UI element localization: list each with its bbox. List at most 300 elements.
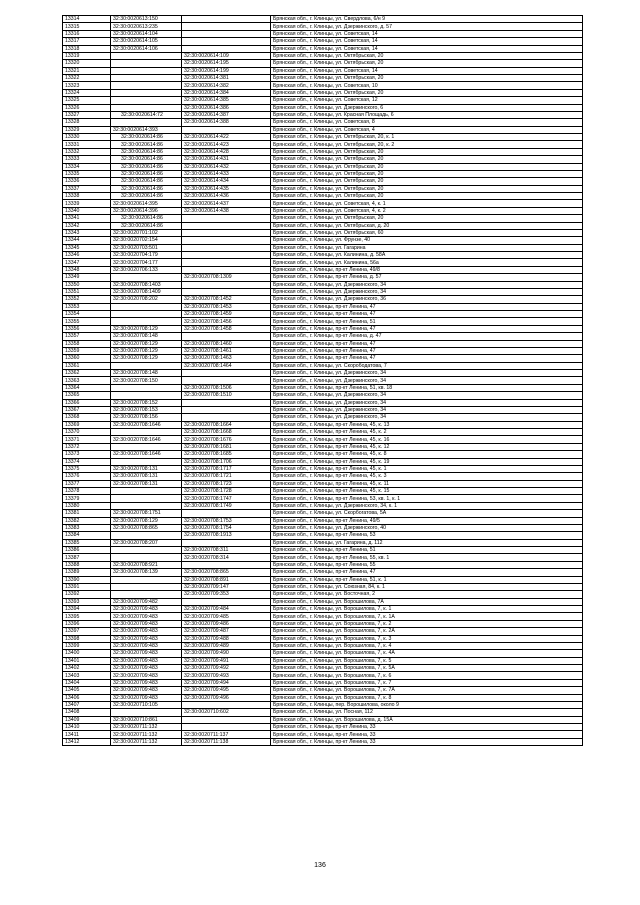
row-number-cell: 13373 bbox=[63, 451, 111, 458]
row-number-cell: 13356 bbox=[63, 325, 111, 332]
parcel-number-cell bbox=[111, 52, 182, 59]
table-row bbox=[63, 532, 583, 539]
row-number-cell: 13402 bbox=[63, 665, 111, 672]
row-number-cell: 13400 bbox=[63, 650, 111, 657]
row-number-cell: 13353 bbox=[63, 303, 111, 310]
address-cell: Брянская обл., г. Клинцы, ул. Октябрьская, 20 bbox=[271, 193, 583, 200]
parcel-number-cell: 32:30:0020708:129 bbox=[111, 340, 182, 347]
address-cell: Брянская обл., г. Клинцы, ул. Дзержинского, д. 57 bbox=[271, 23, 583, 30]
row-number-cell: 13389 bbox=[63, 569, 111, 576]
row-number-cell: 13351 bbox=[63, 288, 111, 295]
registry-table bbox=[62, 15, 583, 746]
address-cell: Брянская обл., г. Клинцы, ул. Ворошилова, 7, к. 7 bbox=[271, 679, 583, 686]
object-number-cell: 32:30:0020614:434 bbox=[182, 178, 271, 185]
object-number-cell: 32:30:0020708:891 bbox=[182, 576, 271, 583]
row-number-cell: 13359 bbox=[63, 347, 111, 354]
row-number-cell: 13349 bbox=[63, 274, 111, 281]
parcel-number-cell: 32:30:0020708:129 bbox=[111, 355, 182, 362]
parcel-number-cell: 32:30:0020614:86 bbox=[111, 163, 182, 170]
table-row bbox=[63, 244, 583, 251]
address-cell: Брянская обл., г. Клинцы, ул. Советская, 14 bbox=[271, 38, 583, 45]
address-cell: Брянская обл., г. Клинцы, пр-кт Ленина, 53, кв. 1, к. 1 bbox=[271, 495, 583, 502]
address-cell: Брянская обл., г. Клинцы, ул. Октябрьская, 20, к. 1 bbox=[271, 134, 583, 141]
table-row bbox=[63, 52, 583, 59]
row-number-cell: 13392 bbox=[63, 591, 111, 598]
parcel-number-cell: 32:30:0020708:150 bbox=[111, 377, 182, 384]
table-row bbox=[63, 539, 583, 546]
row-number-cell: 13378 bbox=[63, 488, 111, 495]
table-row bbox=[63, 148, 583, 155]
table-row bbox=[63, 598, 583, 605]
object-number-cell bbox=[182, 333, 271, 340]
parcel-number-cell: 32:30:0020708:153 bbox=[111, 406, 182, 413]
parcel-number-cell: 32:30:0020703:501 bbox=[111, 244, 182, 251]
parcel-number-cell: 32:30:0020614:104 bbox=[111, 30, 182, 37]
address-cell: Брянская обл., г. Клинцы, ул. Ворошилова, д. 15А bbox=[271, 716, 583, 723]
object-number-cell: 32:30:0020708:1685 bbox=[182, 451, 271, 458]
address-cell: Брянская обл., г. Клинцы, ул. Дзержинского, 34 bbox=[271, 281, 583, 288]
table-row bbox=[63, 362, 583, 369]
table-row bbox=[63, 23, 583, 30]
address-cell: Брянская обл., г. Клинцы, пр-кт Ленина, 45, к. 19 bbox=[271, 458, 583, 465]
table-row bbox=[63, 569, 583, 576]
parcel-number-cell: 32:30:0020711:132 bbox=[111, 724, 182, 731]
parcel-number-cell: 32:30:0020708:139 bbox=[111, 569, 182, 576]
address-cell: Брянская обл., г. Клинцы, ул. Ворошилова, 7А bbox=[271, 598, 583, 605]
table-row bbox=[63, 731, 583, 738]
object-number-cell: 32:30:0020614:387 bbox=[182, 111, 271, 118]
parcel-number-cell: 32:30:0020708:1646 bbox=[111, 436, 182, 443]
address-cell: Брянская обл., г. Клинцы, ул. Свердлова, 6/н 9 bbox=[271, 16, 583, 23]
object-number-cell: 32:30:0020708:1510 bbox=[182, 392, 271, 399]
row-number-cell: 13381 bbox=[63, 510, 111, 517]
table-row bbox=[63, 547, 583, 554]
parcel-number-cell: 32:30:0020613:150 bbox=[111, 16, 182, 23]
row-number-cell: 13337 bbox=[63, 185, 111, 192]
address-cell: Брянская обл., г. Клинцы, ул. Ворошилова, 7, к. 4 bbox=[271, 642, 583, 649]
address-cell: Брянская обл., г. Клинцы, ул. Ворошилова, 7, к. 2 bbox=[271, 620, 583, 627]
row-number-cell: 13317 bbox=[63, 38, 111, 45]
address-cell: Брянская обл., г. Клинцы, ул. Советская, 4, к. 2 bbox=[271, 207, 583, 214]
table-row bbox=[63, 421, 583, 428]
row-number-cell: 13396 bbox=[63, 620, 111, 627]
row-number-cell: 13329 bbox=[63, 126, 111, 133]
address-cell: Брянская обл., г. Клинцы, пр-кт Ленина, 33 bbox=[271, 731, 583, 738]
table-row bbox=[63, 384, 583, 391]
parcel-number-cell bbox=[111, 119, 182, 126]
row-number-cell: 13399 bbox=[63, 642, 111, 649]
table-row bbox=[63, 229, 583, 236]
row-number-cell: 13407 bbox=[63, 701, 111, 708]
row-number-cell: 13342 bbox=[63, 222, 111, 229]
table-row bbox=[63, 185, 583, 192]
row-number-cell: 13345 bbox=[63, 244, 111, 251]
row-number-cell: 13401 bbox=[63, 657, 111, 664]
table-row bbox=[63, 738, 583, 745]
address-cell: Брянская обл., г. Клинцы, ул. Октябрьская, 20 bbox=[271, 148, 583, 155]
address-cell: Брянская обл., г. Клинцы, пр-кт Ленина, 47 bbox=[271, 569, 583, 576]
object-number-cell: 32:30:0020708:1717 bbox=[182, 465, 271, 472]
row-number-cell: 13372 bbox=[63, 443, 111, 450]
row-number-cell: 13404 bbox=[63, 679, 111, 686]
table-row bbox=[63, 642, 583, 649]
object-number-cell: 32:30:0020614:428 bbox=[182, 148, 271, 155]
table-row bbox=[63, 495, 583, 502]
address-cell: Брянская обл., г. Клинцы, ул. Дзержинского, 34 bbox=[271, 406, 583, 413]
row-number-cell: 13321 bbox=[63, 67, 111, 74]
parcel-number-cell: 32:30:0020701:102 bbox=[111, 229, 182, 236]
address-cell: Брянская обл., г. Клинцы, ул. Фрунзе, 40 bbox=[271, 237, 583, 244]
row-number-cell: 13363 bbox=[63, 377, 111, 384]
table-row bbox=[63, 465, 583, 472]
object-number-cell: 32:30:0020614:435 bbox=[182, 185, 271, 192]
parcel-number-cell: 32:30:0020708:152 bbox=[111, 399, 182, 406]
table-row bbox=[63, 134, 583, 141]
address-cell: Брянская обл., г. Клинцы, ул. Октябрьская, 20 bbox=[271, 60, 583, 67]
table-row bbox=[63, 399, 583, 406]
row-number-cell: 13335 bbox=[63, 170, 111, 177]
parcel-number-cell: 32:30:0020708:148 bbox=[111, 370, 182, 377]
row-number-cell: 13346 bbox=[63, 252, 111, 259]
parcel-number-cell: 32:30:0020614:86 bbox=[111, 148, 182, 155]
row-number-cell: 13319 bbox=[63, 52, 111, 59]
parcel-number-cell: 32:30:0020706:133 bbox=[111, 266, 182, 273]
address-cell: Брянская обл., г. Клинцы, пр-кт Ленина, 47 bbox=[271, 340, 583, 347]
address-cell: Брянская обл., г. Клинцы, ул. Скорбогатова, 5А bbox=[271, 510, 583, 517]
parcel-number-cell: 32:30:0020614:396 bbox=[111, 207, 182, 214]
object-number-cell: 32:30:0020614:199 bbox=[182, 67, 271, 74]
table-row bbox=[63, 193, 583, 200]
address-cell: Брянская обл., г. Клинцы, пр-кт Ленина, д. 47 bbox=[271, 333, 583, 340]
registry-rows bbox=[63, 16, 583, 746]
address-cell: Брянская обл., г. Клинцы, ул. Дзержинского, 34, к. 1 bbox=[271, 502, 583, 509]
object-number-cell bbox=[182, 23, 271, 30]
row-number-cell: 13383 bbox=[63, 524, 111, 531]
parcel-number-cell bbox=[111, 591, 182, 598]
object-number-cell: 32:30:0020614:388 bbox=[182, 119, 271, 126]
parcel-number-cell: 32:30:0020709:483 bbox=[111, 657, 182, 664]
address-cell: Брянская обл., г. Клинцы, пр-кт Ленина, 45, к. 11 bbox=[271, 480, 583, 487]
table-row bbox=[63, 75, 583, 82]
table-row bbox=[63, 517, 583, 524]
row-number-cell: 13377 bbox=[63, 480, 111, 487]
page-number: 136 bbox=[314, 862, 326, 869]
table-row bbox=[63, 414, 583, 421]
parcel-number-cell bbox=[111, 89, 182, 96]
row-number-cell: 13382 bbox=[63, 517, 111, 524]
parcel-number-cell: 32:30:0020614:393 bbox=[111, 126, 182, 133]
object-number-cell: 32:30:0020709:486 bbox=[182, 620, 271, 627]
parcel-number-cell: 32:30:0020708:148 bbox=[111, 333, 182, 340]
object-number-cell bbox=[182, 288, 271, 295]
row-number-cell: 13327 bbox=[63, 111, 111, 118]
table-row bbox=[63, 30, 583, 37]
parcel-number-cell: 32:30:0020614:86 bbox=[111, 156, 182, 163]
object-number-cell: 32:30:0020709:490 bbox=[182, 650, 271, 657]
table-row bbox=[63, 591, 583, 598]
parcel-number-cell: 32:30:0020614:86 bbox=[111, 170, 182, 177]
object-number-cell bbox=[182, 222, 271, 229]
table-row bbox=[63, 561, 583, 568]
row-number-cell: 13341 bbox=[63, 215, 111, 222]
row-number-cell: 13384 bbox=[63, 532, 111, 539]
address-cell: Брянская обл., г. Клинцы, ул. Октябрьская, 20 bbox=[271, 178, 583, 185]
row-number-cell: 13320 bbox=[63, 60, 111, 67]
parcel-number-cell: 32:30:0020614:86 bbox=[111, 185, 182, 192]
address-cell: Брянская обл., г. Клинцы, ул. Октябрьская, 20 bbox=[271, 75, 583, 82]
row-number-cell: 13357 bbox=[63, 333, 111, 340]
table-row bbox=[63, 252, 583, 259]
table-row bbox=[63, 451, 583, 458]
parcel-number-cell: 32:30:0020708:202 bbox=[111, 296, 182, 303]
table-row bbox=[63, 392, 583, 399]
object-number-cell bbox=[182, 30, 271, 37]
parcel-number-cell bbox=[111, 583, 182, 590]
object-number-cell: 32:30:0020614:382 bbox=[182, 82, 271, 89]
parcel-number-cell bbox=[111, 60, 182, 67]
parcel-number-cell: 32:30:0020704:179 bbox=[111, 252, 182, 259]
address-cell: Брянская обл., г. Клинцы, ул. Дзержинского, 34 bbox=[271, 399, 583, 406]
parcel-number-cell: 32:30:0020708:1403 bbox=[111, 281, 182, 288]
parcel-number-cell: 32:30:0020708:129 bbox=[111, 325, 182, 332]
parcel-number-cell: 32:30:0020614:86 bbox=[111, 193, 182, 200]
object-number-cell: 32:30:0020708:1664 bbox=[182, 421, 271, 428]
object-number-cell: 32:30:0020709:495 bbox=[182, 687, 271, 694]
object-number-cell bbox=[182, 126, 271, 133]
address-cell: Брянская обл., г. Клинцы, ул. Октябрьская, 60 bbox=[271, 229, 583, 236]
address-cell: Брянская обл., г. Клинцы, ул. Калинина, 56а bbox=[271, 259, 583, 266]
parcel-number-cell bbox=[111, 502, 182, 509]
table-row bbox=[63, 222, 583, 229]
parcel-number-cell bbox=[111, 67, 182, 74]
address-cell: Брянская обл., г. Клинцы, пр-кт Ленина, 47 bbox=[271, 347, 583, 354]
parcel-number-cell: 32:30:0020708:129 bbox=[111, 517, 182, 524]
address-cell: Брянская обл., г. Клинцы, ул. Дзержинского, 40 bbox=[271, 524, 583, 531]
parcel-number-cell bbox=[111, 458, 182, 465]
table-row bbox=[63, 480, 583, 487]
row-number-cell: 13386 bbox=[63, 547, 111, 554]
address-cell: Брянская обл., г. Клинцы, ул. Ворошилова, 7, к. 2А bbox=[271, 628, 583, 635]
parcel-number-cell: 32:30:0020614:395 bbox=[111, 200, 182, 207]
address-cell: Брянская обл., г. Клинцы, ул. Ворошилова, 7, к. 5 bbox=[271, 657, 583, 664]
parcel-number-cell bbox=[111, 104, 182, 111]
object-number-cell: 32:30:0020614:437 bbox=[182, 200, 271, 207]
row-number-cell: 13369 bbox=[63, 421, 111, 428]
row-number-cell: 13325 bbox=[63, 97, 111, 104]
table-row bbox=[63, 141, 583, 148]
object-number-cell: 32:30:0020614:436 bbox=[182, 193, 271, 200]
row-number-cell: 13393 bbox=[63, 598, 111, 605]
object-number-cell bbox=[182, 539, 271, 546]
object-number-cell: 32:30:0020614:438 bbox=[182, 207, 271, 214]
address-cell: Брянская обл., г. Клинцы, ул. Октябрьская, 20 bbox=[271, 156, 583, 163]
table-row bbox=[63, 89, 583, 96]
object-number-cell: 32:30:0020708:1458 bbox=[182, 325, 271, 332]
table-row bbox=[63, 665, 583, 672]
row-number-cell: 13385 bbox=[63, 539, 111, 546]
table-row bbox=[63, 502, 583, 509]
table-row bbox=[63, 16, 583, 23]
address-cell: Брянская обл., г. Клинцы, ул. Советская, 10 bbox=[271, 82, 583, 89]
row-number-cell: 13411 bbox=[63, 731, 111, 738]
row-number-cell: 13370 bbox=[63, 429, 111, 436]
parcel-number-cell bbox=[111, 97, 182, 104]
object-number-cell: 32:30:0020709:496 bbox=[182, 694, 271, 701]
row-number-cell: 13314 bbox=[63, 16, 111, 23]
table-row bbox=[63, 237, 583, 244]
object-number-cell: 32:30:0020708:314 bbox=[182, 554, 271, 561]
row-number-cell: 13362 bbox=[63, 370, 111, 377]
parcel-number-cell: 32:30:0020709:483 bbox=[111, 687, 182, 694]
parcel-number-cell: 32:30:0020711:132 bbox=[111, 738, 182, 745]
parcel-number-cell bbox=[111, 488, 182, 495]
object-number-cell: 32:30:0020709:494 bbox=[182, 679, 271, 686]
table-row bbox=[63, 628, 583, 635]
object-number-cell: 32:30:0020708:1464 bbox=[182, 362, 271, 369]
address-cell: Брянская обл., г. Клинцы, ул. Советская, 4, к. 1 bbox=[271, 200, 583, 207]
object-number-cell: 32:30:0020614:381 bbox=[182, 75, 271, 82]
parcel-number-cell bbox=[111, 318, 182, 325]
address-cell: Брянская обл., г. Клинцы, ул. Союзная, 84, к. 1 bbox=[271, 583, 583, 590]
object-number-cell: 32:30:0020710:602 bbox=[182, 709, 271, 716]
row-number-cell: 13380 bbox=[63, 502, 111, 509]
parcel-number-cell: 32:30:0020709:483 bbox=[111, 613, 182, 620]
table-row bbox=[63, 200, 583, 207]
object-number-cell bbox=[182, 510, 271, 517]
table-row bbox=[63, 606, 583, 613]
table-row bbox=[63, 104, 583, 111]
address-cell: Брянская обл., г. Клинцы, ул. Ворошилова, 7, к. 7А bbox=[271, 687, 583, 694]
address-cell: Брянская обл., г. Клинцы, пр-кт Ленина, 45, к. 13 bbox=[271, 421, 583, 428]
address-cell: Брянская обл., г. Клинцы, пр-кт Ленина, 51 bbox=[271, 318, 583, 325]
object-number-cell bbox=[182, 598, 271, 605]
table-row bbox=[63, 613, 583, 620]
table-row bbox=[63, 370, 583, 377]
row-number-cell: 13326 bbox=[63, 104, 111, 111]
row-number-cell: 13352 bbox=[63, 296, 111, 303]
row-number-cell: 13336 bbox=[63, 178, 111, 185]
parcel-number-cell bbox=[111, 82, 182, 89]
address-cell: Брянская обл., г. Клинцы, ул. Гагарина, д. 112 bbox=[271, 539, 583, 546]
object-number-cell: 32:30:0020614:384 bbox=[182, 89, 271, 96]
table-row bbox=[63, 274, 583, 281]
parcel-number-cell: 32:30:0020614:86 bbox=[111, 215, 182, 222]
row-number-cell: 13330 bbox=[63, 134, 111, 141]
table-row bbox=[63, 60, 583, 67]
address-cell: Брянская обл., г. Клинцы, ул. Октябрьская, 20 bbox=[271, 163, 583, 170]
parcel-number-cell: 32:30:0020708:131 bbox=[111, 480, 182, 487]
table-row bbox=[63, 679, 583, 686]
parcel-number-cell bbox=[111, 429, 182, 436]
table-row bbox=[63, 311, 583, 318]
address-cell: Брянская обл., г. Клинцы, пр-кт Ленина, 33 bbox=[271, 724, 583, 731]
address-cell: Брянская обл., г. Клинцы, ул. Дзержинского, 34 bbox=[271, 392, 583, 399]
table-row bbox=[63, 67, 583, 74]
row-number-cell: 13323 bbox=[63, 82, 111, 89]
address-cell: Брянская обл., г. Клинцы, ул. Ворошилова, 7, к. 6 bbox=[271, 672, 583, 679]
table-row bbox=[63, 333, 583, 340]
object-number-cell: 32:30:0020708:1453 bbox=[182, 303, 271, 310]
parcel-number-cell: 32:30:0020614:86 bbox=[111, 178, 182, 185]
object-number-cell: 32:30:0020709:485 bbox=[182, 613, 271, 620]
row-number-cell: 13339 bbox=[63, 200, 111, 207]
address-cell: Брянская обл., г. Клинцы, ул. Ворошилова, 7, к. 4А bbox=[271, 650, 583, 657]
table-row bbox=[63, 672, 583, 679]
address-cell: Брянская обл., г. Клинцы, пр-кт Ленина, 47 bbox=[271, 311, 583, 318]
parcel-number-cell bbox=[111, 303, 182, 310]
table-row bbox=[63, 524, 583, 531]
address-cell: Брянская обл., г. Клинцы, пр-кт Ленина, 51 bbox=[271, 547, 583, 554]
parcel-number-cell: 32:30:0020709:483 bbox=[111, 635, 182, 642]
address-cell: Брянская обл., г. Клинцы, пр-кт Ленина, 55, кв. 1 bbox=[271, 554, 583, 561]
object-number-cell: 32:30:0020709:353 bbox=[182, 591, 271, 598]
object-number-cell: 32:30:0020711:137 bbox=[182, 731, 271, 738]
parcel-number-cell: 32:30:0020702:154 bbox=[111, 237, 182, 244]
row-number-cell: 13403 bbox=[63, 672, 111, 679]
row-number-cell: 13334 bbox=[63, 163, 111, 170]
address-cell: Брянская обл., г. Клинцы, ул. Калинина, д. 58А bbox=[271, 252, 583, 259]
object-number-cell: 32:30:0020708:1676 bbox=[182, 436, 271, 443]
row-number-cell: 13350 bbox=[63, 281, 111, 288]
table-row bbox=[63, 488, 583, 495]
table-row bbox=[63, 510, 583, 517]
object-number-cell: 32:30:0020708:1461 bbox=[182, 347, 271, 354]
object-number-cell: 32:30:0020708:311 bbox=[182, 547, 271, 554]
object-number-cell: 32:30:0020709:487 bbox=[182, 628, 271, 635]
parcel-number-cell bbox=[111, 443, 182, 450]
parcel-number-cell: 32:30:0020709:483 bbox=[111, 665, 182, 672]
parcel-number-cell: 32:30:0020711:132 bbox=[111, 731, 182, 738]
object-number-cell: 32:30:0020708:1459 bbox=[182, 311, 271, 318]
row-number-cell: 13343 bbox=[63, 229, 111, 236]
parcel-number-cell bbox=[111, 392, 182, 399]
parcel-number-cell: 32:30:0020709:483 bbox=[111, 606, 182, 613]
address-cell: Брянская обл., г. Клинцы, ул. Октябрьская, 20 bbox=[271, 170, 583, 177]
address-cell: Брянская обл., г. Клинцы, пр-кт Ленина, д. 57 bbox=[271, 274, 583, 281]
row-number-cell: 13379 bbox=[63, 495, 111, 502]
parcel-number-cell: 32:30:0020614:86 bbox=[111, 222, 182, 229]
table-row bbox=[63, 724, 583, 731]
object-number-cell: 32:30:0020709:492 bbox=[182, 665, 271, 672]
address-cell: Брянская обл., г. Клинцы, ул. Октябрьская, 20 bbox=[271, 89, 583, 96]
object-number-cell: 32:30:0020708:1723 bbox=[182, 480, 271, 487]
table-row bbox=[63, 325, 583, 332]
row-number-cell: 13391 bbox=[63, 583, 111, 590]
row-number-cell: 13374 bbox=[63, 458, 111, 465]
address-cell: Брянская обл., г. Клинцы, ул. Восточная, 2 bbox=[271, 591, 583, 598]
object-number-cell: 32:30:0020709:484 bbox=[182, 606, 271, 613]
object-number-cell bbox=[182, 406, 271, 413]
parcel-number-cell: 32:30:0020708:1751 bbox=[111, 510, 182, 517]
row-number-cell: 13344 bbox=[63, 237, 111, 244]
parcel-number-cell: 32:30:0020709:483 bbox=[111, 672, 182, 679]
address-cell: Брянская обл., г. Клинцы, пр-кт Ленина, 55 bbox=[271, 561, 583, 568]
object-number-cell: 32:30:0020614:433 bbox=[182, 170, 271, 177]
table-row bbox=[63, 377, 583, 384]
object-number-cell bbox=[182, 215, 271, 222]
row-number-cell: 13347 bbox=[63, 259, 111, 266]
address-cell: Брянская обл., г. Клинцы, ул. Октябрьская, 20 bbox=[271, 52, 583, 59]
address-cell: Брянская обл., г. Клинцы, пр-кт Ленина, 45, к. 12 bbox=[271, 443, 583, 450]
address-cell: Брянская обл., г. Клинцы, пр-кт Ленина, 53 bbox=[271, 532, 583, 539]
address-cell: Брянская обл., г. Клинцы, ул. Советская, 8 bbox=[271, 119, 583, 126]
object-number-cell bbox=[182, 229, 271, 236]
row-number-cell: 13328 bbox=[63, 119, 111, 126]
row-number-cell: 13412 bbox=[63, 738, 111, 745]
table-row bbox=[63, 355, 583, 362]
object-number-cell bbox=[182, 414, 271, 421]
parcel-number-cell: 32:30:0020614:72 bbox=[111, 111, 182, 118]
